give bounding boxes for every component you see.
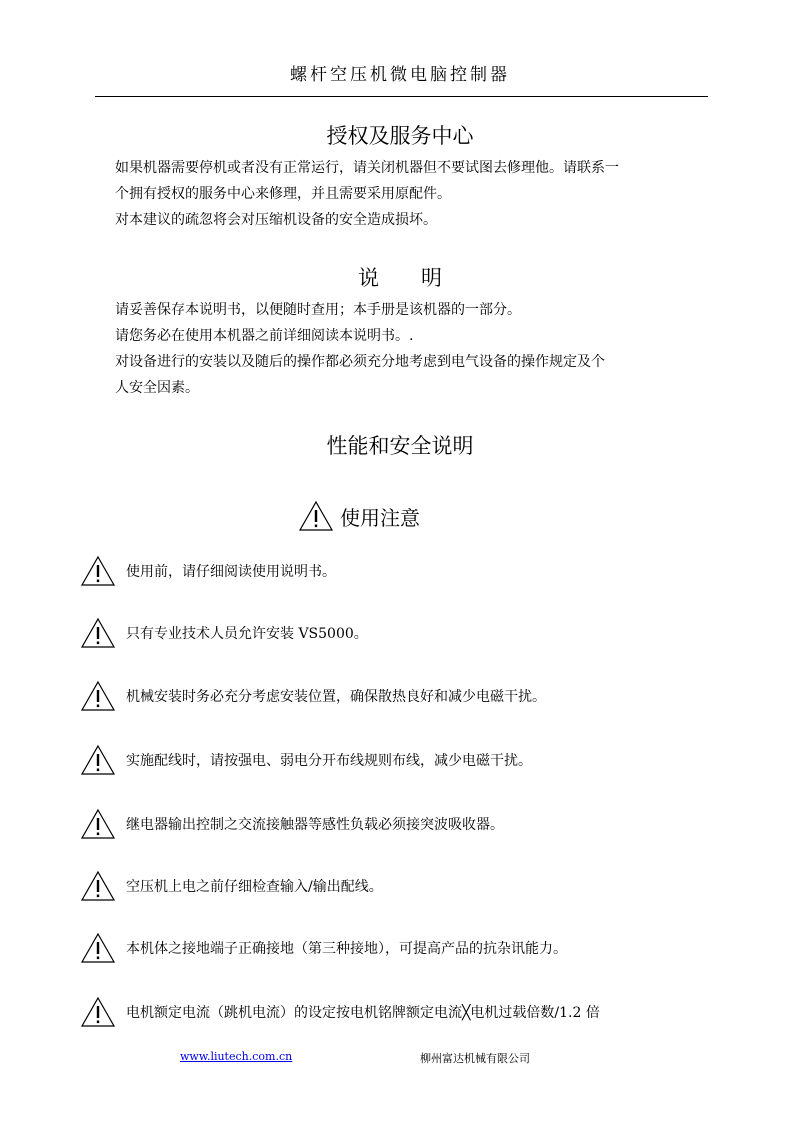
- instructions-line-4: 人安全因素。: [115, 380, 199, 396]
- authorization-line-1: 如果机器需要停机或者没有正常运行，请关闭机器但不要试图去修理他。请联系一: [115, 160, 619, 176]
- instructions-paragraph: [115, 297, 710, 401]
- notice-item-text: 空压机上电之前仔细检查输入/输出配线。: [126, 879, 383, 895]
- authorization-paragraph: [115, 155, 710, 233]
- instructions-title: 说 明: [358, 266, 442, 290]
- notice-item-text: 只有专业技术人员允许安装 VS5000。: [126, 626, 368, 642]
- notice-item-4: [80, 744, 720, 776]
- instructions-line-3: 对设备进行的安装以及随后的操作都必须充分地考虑到电气设备的操作规定及个: [115, 354, 605, 370]
- warning-triangle-icon: [80, 808, 116, 840]
- notice-item-3: [80, 680, 720, 712]
- instructions-line-1: 请妥善保存本说明书，以便随时查用；本手册是该机器的一部分。: [115, 302, 521, 318]
- warning-triangle-icon: [80, 870, 116, 902]
- footer-company: 柳州富达机械有限公司: [420, 1052, 530, 1065]
- header-title: 螺杆空压机微电脑控制器: [290, 65, 510, 85]
- notice-item-7: [80, 932, 720, 964]
- notice-item-text: 本机体之接地端子正确接地（第三种接地），可提高产品的抗杂讯能力。: [126, 941, 567, 957]
- warning-triangle-icon: [80, 555, 116, 587]
- authorization-line-3: 对本建议的疏忽将会对压缩机设备的安全造成损坏。: [115, 212, 437, 228]
- notice-item-text: 使用前，请仔细阅读使用说明书。: [126, 564, 336, 580]
- notice-item-text: 机械安装时务必充分考虑安装位置，确保散热良好和减少电磁干扰。: [126, 689, 546, 705]
- footer-website-link[interactable]: www.liutech.com.cn: [180, 1050, 293, 1063]
- header-rule: [95, 96, 708, 97]
- warning-triangle-icon: [80, 996, 116, 1028]
- notice-item-6: [80, 870, 720, 902]
- notice-item-1: [80, 555, 720, 587]
- warning-triangle-icon: [298, 500, 334, 532]
- authorization-title: 授权及服务中心: [326, 124, 474, 148]
- notice-item-text: 电机额定电流（跳机电流）的设定按电机铭牌额定电流╳电机过载倍数/1.2 倍: [126, 1005, 600, 1021]
- notice-heading-label: 使用注意: [340, 505, 420, 530]
- warning-triangle-icon: [80, 932, 116, 964]
- notice-item-5: [80, 808, 720, 840]
- warning-triangle-icon: [80, 617, 116, 649]
- warning-triangle-icon: [80, 680, 116, 712]
- warning-triangle-icon: [80, 744, 116, 776]
- notice-item-2: [80, 617, 720, 649]
- notice-item-text: 实施配线时，请按强电、弱电分开布线规则布线，减少电磁干扰。: [126, 753, 532, 769]
- notice-item-8: [80, 996, 720, 1028]
- notice-heading: [298, 500, 420, 532]
- notice-item-text: 继电器输出控制之交流接触器等感性负载必须接突波吸收器。: [126, 817, 504, 833]
- authorization-line-2: 个拥有授权的服务中心来修理，并且需要采用原配件。: [115, 186, 451, 202]
- safety-title: 性能和安全说明: [326, 434, 474, 458]
- instructions-line-2: 请您务必在使用本机器之前详细阅读本说明书。.: [115, 328, 414, 344]
